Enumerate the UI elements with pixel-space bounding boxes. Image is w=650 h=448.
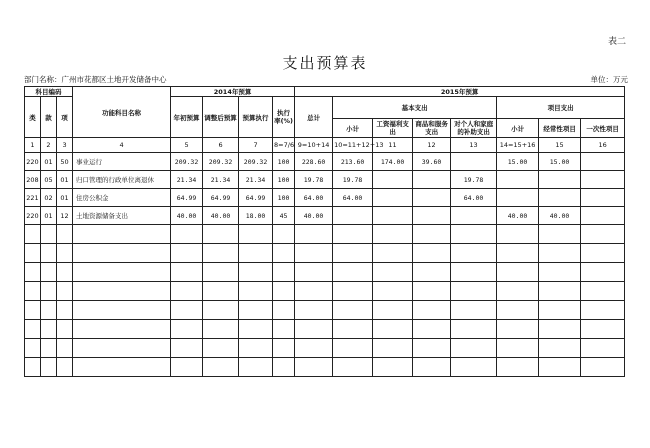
empty-cell [295, 282, 333, 301]
cell-basic-subtotal: 64.00 [333, 189, 373, 207]
cell-basic-subtotal: 213.60 [333, 153, 373, 171]
cell-adjusted-budget: 40.00 [203, 207, 239, 225]
table-row [25, 153, 625, 171]
cell-kuan: 02 [41, 189, 57, 207]
empty-cell [581, 301, 625, 320]
cell-initial-budget: 40.00 [171, 207, 203, 225]
header-recurring: 经常性项目 [539, 119, 581, 138]
empty-cell [451, 320, 497, 339]
empty-cell [413, 244, 451, 263]
empty-cell [497, 339, 539, 358]
empty-cell [239, 225, 273, 244]
cell-wage-welfare [373, 207, 413, 225]
empty-cell [57, 244, 73, 263]
table-row [25, 171, 625, 189]
cell-initial-budget: 21.34 [171, 171, 203, 189]
cell-lei: 208 [25, 171, 41, 189]
empty-cell [333, 339, 373, 358]
empty-cell [203, 263, 239, 282]
cell-basic-subtotal: 19.78 [333, 171, 373, 189]
empty-cell [25, 301, 41, 320]
empty-cell [273, 301, 295, 320]
empty-cell [373, 358, 413, 377]
cell-wage-welfare: 174.00 [373, 153, 413, 171]
cell-execution-rate: 100 [273, 171, 295, 189]
cell-subject-name: 住房公积金 [73, 189, 171, 207]
empty-cell [203, 301, 239, 320]
empty-cell [273, 282, 295, 301]
empty-cell [295, 320, 333, 339]
cell-execution-rate: 100 [273, 189, 295, 207]
empty-cell [373, 263, 413, 282]
index-cell: 12 [413, 138, 451, 153]
header-personal-family: 对个人和家庭的补助支出 [451, 119, 497, 138]
cell-subject-name: 土地资源储备支出 [73, 207, 171, 225]
empty-cell [497, 263, 539, 282]
empty-cell [273, 339, 295, 358]
empty-row [25, 244, 625, 263]
empty-row [25, 301, 625, 320]
empty-row [25, 339, 625, 358]
empty-cell [333, 225, 373, 244]
cell-goods-services [413, 189, 451, 207]
index-cell: 13 [451, 138, 497, 153]
empty-cell [203, 282, 239, 301]
header-subject-code: 科目编码 [25, 87, 73, 97]
empty-cell [25, 244, 41, 263]
empty-cell [451, 301, 497, 320]
cell-project-subtotal [497, 189, 539, 207]
empty-cell [373, 225, 413, 244]
cell-xiang: 12 [57, 207, 73, 225]
column-index-row [25, 138, 625, 153]
index-cell: 11 [373, 138, 413, 153]
index-cell: 3 [57, 138, 73, 153]
table-row [25, 207, 625, 225]
empty-cell [373, 282, 413, 301]
index-cell: 14=15+16 [497, 138, 539, 153]
empty-cell [273, 263, 295, 282]
empty-cell [73, 339, 171, 358]
index-cell: 15 [539, 138, 581, 153]
empty-cell [273, 320, 295, 339]
cell-project-subtotal: 15.00 [497, 153, 539, 171]
table-row [25, 189, 625, 207]
cell-budget-execution: 21.34 [239, 171, 273, 189]
empty-cell [239, 282, 273, 301]
cell-initial-budget: 64.99 [171, 189, 203, 207]
empty-cell [295, 244, 333, 263]
empty-cell [413, 263, 451, 282]
empty-cell [497, 301, 539, 320]
empty-cell [57, 301, 73, 320]
empty-cell [581, 225, 625, 244]
empty-cell [239, 339, 273, 358]
empty-cell [581, 320, 625, 339]
empty-cell [57, 320, 73, 339]
empty-cell [273, 358, 295, 377]
cell-lei: 220 [25, 153, 41, 171]
empty-cell [413, 358, 451, 377]
index-cell: 4 [73, 138, 171, 153]
cell-xiang: 50 [57, 153, 73, 171]
empty-row [25, 358, 625, 377]
empty-cell [171, 358, 203, 377]
cell-personal-family [451, 207, 497, 225]
empty-cell [41, 244, 57, 263]
empty-cell [295, 225, 333, 244]
empty-cell [25, 263, 41, 282]
empty-cell [41, 263, 57, 282]
cell-total: 64.00 [295, 189, 333, 207]
empty-cell [581, 244, 625, 263]
cell-recurring: 15.00 [539, 153, 581, 171]
cell-goods-services [413, 207, 451, 225]
header-goods-services: 商品和服务支出 [413, 119, 451, 138]
header-budget-execution: 预算执行 [239, 97, 273, 138]
index-cell: 8=7/6 [273, 138, 295, 153]
cell-execution-rate: 100 [273, 153, 295, 171]
empty-cell [239, 320, 273, 339]
empty-cell [57, 263, 73, 282]
empty-cell [73, 225, 171, 244]
empty-cell [497, 225, 539, 244]
empty-cell [273, 225, 295, 244]
empty-cell [373, 320, 413, 339]
empty-cell [25, 225, 41, 244]
empty-cell [57, 358, 73, 377]
empty-cell [171, 301, 203, 320]
empty-cell [41, 339, 57, 358]
empty-cell [73, 282, 171, 301]
cell-kuan: 01 [41, 153, 57, 171]
header-one-time: 一次性项目 [581, 119, 625, 138]
empty-cell [581, 263, 625, 282]
cell-personal-family: 19.78 [451, 171, 497, 189]
empty-cell [295, 263, 333, 282]
cell-wage-welfare [373, 189, 413, 207]
empty-cell [451, 358, 497, 377]
cell-project-subtotal: 40.00 [497, 207, 539, 225]
empty-cell [451, 339, 497, 358]
header-project-expense: 项目支出 [497, 97, 625, 119]
cell-kuan: 05 [41, 171, 57, 189]
empty-cell [41, 282, 57, 301]
empty-cell [203, 225, 239, 244]
empty-cell [581, 339, 625, 358]
empty-cell [41, 301, 57, 320]
empty-cell [539, 225, 581, 244]
empty-cell [57, 339, 73, 358]
empty-cell [539, 320, 581, 339]
empty-cell [203, 320, 239, 339]
cell-kuan: 01 [41, 207, 57, 225]
index-cell: 7 [239, 138, 273, 153]
cell-project-subtotal [497, 171, 539, 189]
empty-cell [539, 244, 581, 263]
empty-cell [295, 301, 333, 320]
header-budget-2014: 2014年预算 [171, 87, 295, 97]
empty-cell [539, 301, 581, 320]
cell-personal-family [451, 153, 497, 171]
empty-cell [239, 301, 273, 320]
cell-one-time [581, 189, 625, 207]
empty-cell [239, 244, 273, 263]
header-total: 总计 [295, 97, 333, 138]
empty-cell [171, 320, 203, 339]
cell-lei: 220 [25, 207, 41, 225]
index-cell: 6 [203, 138, 239, 153]
cell-budget-execution: 209.32 [239, 153, 273, 171]
empty-cell [41, 320, 57, 339]
empty-cell [451, 244, 497, 263]
empty-cell [295, 358, 333, 377]
empty-cell [273, 244, 295, 263]
empty-cell [171, 263, 203, 282]
header-initial-budget: 年初预算 [171, 97, 203, 138]
header-wage-welfare: 工资福利支出 [373, 119, 413, 138]
index-cell: 5 [171, 138, 203, 153]
cell-total: 228.60 [295, 153, 333, 171]
empty-cell [57, 225, 73, 244]
cell-adjusted-budget: 21.34 [203, 171, 239, 189]
cell-recurring [539, 189, 581, 207]
index-cell: 10=11+12+13 [333, 138, 373, 153]
empty-cell [239, 263, 273, 282]
cell-one-time [581, 153, 625, 171]
empty-cell [373, 244, 413, 263]
cell-xiang: 01 [57, 171, 73, 189]
header-basic-expense: 基本支出 [333, 97, 497, 119]
empty-cell [57, 282, 73, 301]
empty-row [25, 263, 625, 282]
cell-total: 40.00 [295, 207, 333, 225]
page-title: 支出预算表 [282, 54, 368, 72]
header-project-subtotal: 小计 [497, 119, 539, 138]
empty-cell [203, 339, 239, 358]
empty-cell [41, 225, 57, 244]
empty-cell [333, 320, 373, 339]
empty-cell [203, 244, 239, 263]
empty-cell [497, 244, 539, 263]
empty-cell [497, 320, 539, 339]
empty-cell [41, 358, 57, 377]
cell-subject-name: 事业运行 [73, 153, 171, 171]
cell-subject-name: 归口管理的行政单位离退休 [73, 171, 171, 189]
cell-one-time [581, 171, 625, 189]
empty-cell [25, 358, 41, 377]
header-lei: 类 [25, 97, 41, 138]
expenditure-budget-table [24, 86, 625, 377]
empty-cell [373, 301, 413, 320]
empty-cell [413, 282, 451, 301]
index-cell: 16 [581, 138, 625, 153]
empty-cell [73, 263, 171, 282]
cell-goods-services [413, 171, 451, 189]
empty-cell [25, 339, 41, 358]
empty-cell [451, 282, 497, 301]
header-kuan: 款 [41, 97, 57, 138]
empty-cell [497, 282, 539, 301]
empty-cell [539, 263, 581, 282]
empty-row [25, 225, 625, 244]
cell-xiang: 01 [57, 189, 73, 207]
empty-cell [171, 244, 203, 263]
cell-wage-welfare [373, 171, 413, 189]
empty-cell [333, 244, 373, 263]
empty-cell [171, 282, 203, 301]
empty-cell [333, 301, 373, 320]
empty-cell [295, 339, 333, 358]
empty-cell [239, 358, 273, 377]
empty-cell [413, 320, 451, 339]
header-budget-2015: 2015年预算 [295, 87, 625, 97]
cell-personal-family: 64.00 [451, 189, 497, 207]
cell-one-time [581, 207, 625, 225]
empty-cell [171, 225, 203, 244]
empty-cell [171, 339, 203, 358]
header-execution-rate: 执行率(%) [273, 97, 295, 138]
empty-cell [581, 282, 625, 301]
cell-budget-execution: 18.00 [239, 207, 273, 225]
index-cell: 9=10+14 [295, 138, 333, 153]
cell-budget-execution: 64.99 [239, 189, 273, 207]
empty-cell [413, 339, 451, 358]
header-subject-name: 功能科目名称 [73, 87, 171, 138]
empty-cell [73, 301, 171, 320]
empty-cell [333, 282, 373, 301]
cell-initial-budget: 209.32 [171, 153, 203, 171]
empty-cell [451, 263, 497, 282]
cell-recurring: 40.00 [539, 207, 581, 225]
cell-goods-services: 39.60 [413, 153, 451, 171]
department-label: 部门名称：广州市花都区土地开发储备中心 [24, 75, 167, 84]
empty-cell [73, 320, 171, 339]
empty-cell [451, 225, 497, 244]
empty-cell [539, 282, 581, 301]
empty-cell [581, 358, 625, 377]
empty-cell [413, 225, 451, 244]
empty-cell [73, 244, 171, 263]
empty-cell [539, 339, 581, 358]
empty-cell [497, 358, 539, 377]
empty-cell [413, 301, 451, 320]
cell-adjusted-budget: 64.99 [203, 189, 239, 207]
empty-row [25, 320, 625, 339]
index-cell: 1 [25, 138, 41, 153]
empty-cell [333, 263, 373, 282]
header-adjusted-budget: 调整后预算 [203, 97, 239, 138]
cell-lei: 221 [25, 189, 41, 207]
cell-adjusted-budget: 209.32 [203, 153, 239, 171]
empty-cell [73, 358, 171, 377]
cell-basic-subtotal [333, 207, 373, 225]
empty-cell [539, 358, 581, 377]
index-cell: 2 [41, 138, 57, 153]
empty-cell [203, 358, 239, 377]
header-xiang: 项 [57, 97, 73, 138]
table-number-tag: 表二 [607, 37, 626, 47]
unit-label: 单位：万元 [590, 75, 628, 84]
cell-execution-rate: 45 [273, 207, 295, 225]
empty-row [25, 282, 625, 301]
empty-cell [25, 282, 41, 301]
cell-recurring [539, 171, 581, 189]
header-basic-subtotal: 小计 [333, 119, 373, 138]
empty-cell [25, 320, 41, 339]
empty-cell [333, 358, 373, 377]
cell-total: 19.78 [295, 171, 333, 189]
empty-cell [373, 339, 413, 358]
